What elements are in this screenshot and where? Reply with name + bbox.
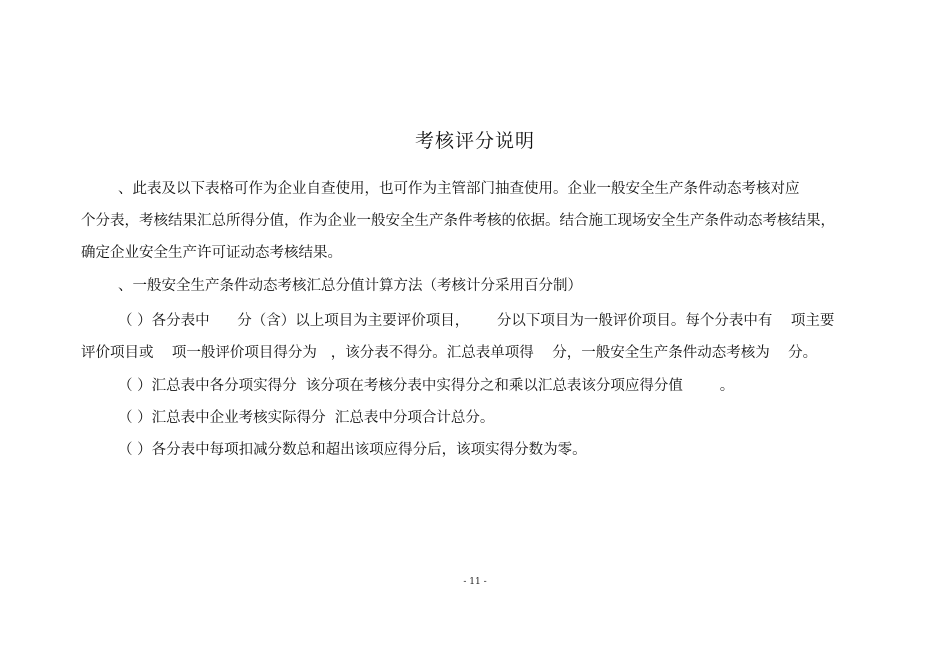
paragraph-1-line-2: 个分表，考核结果汇总所得分值，作为企业一般安全生产条件考核的依据。结合施工现场安全生产条件动态考核结果， (81, 213, 835, 229)
item-3-line: （ ）汇总表中企业考核实际得分 汇总表中分项合计总分。 (118, 410, 495, 426)
item-1-line-1: （ ）各分表中 分（含）以上项目为主要评价项目， 分以下项目为一般评价项目。每个分表中有 项主要 (118, 313, 835, 329)
item-4-line: （ ）各分表中每项扣减分数总和超出该项应得分后，该项实得分数为零。 (118, 442, 587, 458)
page-number: - 11 - (463, 577, 487, 587)
item-2-line: （ ）汇总表中各分项实得分 该分项在考核分表中实得分之和乘以汇总表该分项应得分值 。 (118, 378, 735, 394)
paragraph-1-line-1: 、此表及以下表格可作为企业自查使用，也可作为主管部门抽查使用。企业一般安全生产条件动态考核对应 (118, 181, 800, 197)
document-title: 考核评分说明 (414, 130, 535, 152)
paragraph-1-line-3: 确定企业安全生产许可证动态考核结果。 (81, 245, 342, 261)
item-1-line-2: 评价项目或 项一般评价项目得分为 ，该分表不得分。汇总表单项得 分，一般安全生产条件动态考核为 分。 (81, 345, 818, 361)
paragraph-2-line-1: 、一般安全生产条件动态考核汇总分值计算方法（考核计分采用百分制） (118, 278, 582, 294)
